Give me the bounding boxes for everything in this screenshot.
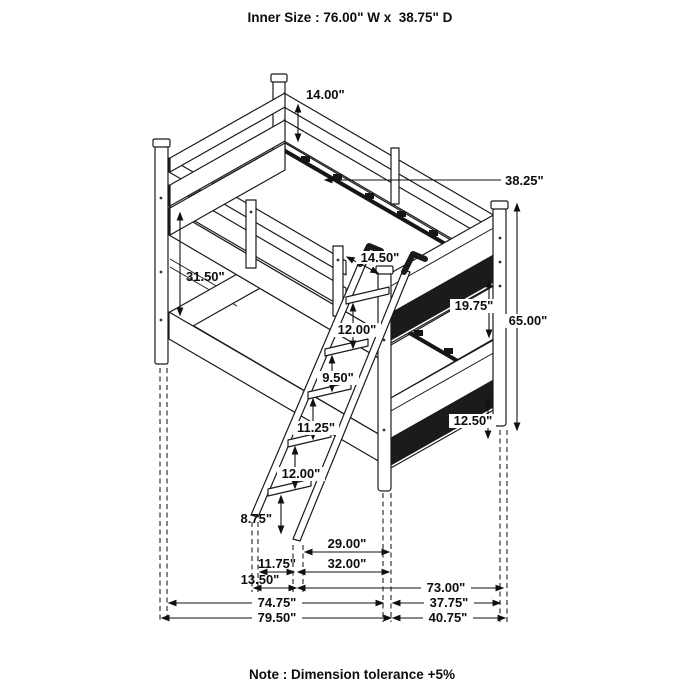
svg-text:29.00": 29.00" <box>327 536 367 551</box>
svg-text:32.00": 32.00" <box>327 556 367 571</box>
svg-text:38.25": 38.25" <box>505 173 544 188</box>
svg-text:74.75": 74.75" <box>257 595 297 610</box>
svg-text:13.50": 13.50" <box>240 572 280 587</box>
svg-text:8.75": 8.75" <box>240 511 272 526</box>
dim-overall-length <box>162 610 391 625</box>
dim-overall-height <box>503 204 552 430</box>
svg-text:12.00": 12.00" <box>337 322 377 337</box>
svg-text:11.75": 11.75" <box>258 556 296 571</box>
svg-text:40.75": 40.75" <box>428 610 468 625</box>
dim-frame-length <box>298 580 503 595</box>
svg-text:19.75": 19.75" <box>454 298 494 313</box>
svg-text:12.00": 12.00" <box>281 466 321 481</box>
svg-text:37.75": 37.75" <box>429 595 469 610</box>
dim-frame-depth <box>393 595 500 610</box>
post-head-front <box>153 139 170 364</box>
svg-text:31.50": 31.50" <box>186 269 225 284</box>
dim-ladder-base-span <box>298 556 389 572</box>
svg-text:79.50": 79.50" <box>257 610 297 625</box>
svg-text:12.50": 12.50" <box>453 413 493 428</box>
dim-ladder-overhang <box>258 556 296 572</box>
ladder-rung <box>268 479 311 496</box>
dim-overall-length-mid <box>169 595 383 610</box>
svg-text:11.25": 11.25" <box>297 420 335 435</box>
dim-overall-depth <box>393 610 505 625</box>
svg-text:9.50": 9.50" <box>322 370 354 385</box>
svg-text:73.00": 73.00" <box>426 580 466 595</box>
post-foot-back <box>491 201 508 426</box>
tolerance-note: Note : Dimension tolerance +5% <box>249 667 455 682</box>
svg-text:14.00": 14.00" <box>306 87 345 102</box>
inner-size-title: Inner Size : 76.00" W x 38.75" D <box>247 10 453 25</box>
dim-ladder-foot-span <box>241 572 296 588</box>
dim-ladder-reach <box>305 536 389 552</box>
svg-text:65.00": 65.00" <box>508 313 548 328</box>
svg-text:14.50": 14.50" <box>360 250 400 265</box>
